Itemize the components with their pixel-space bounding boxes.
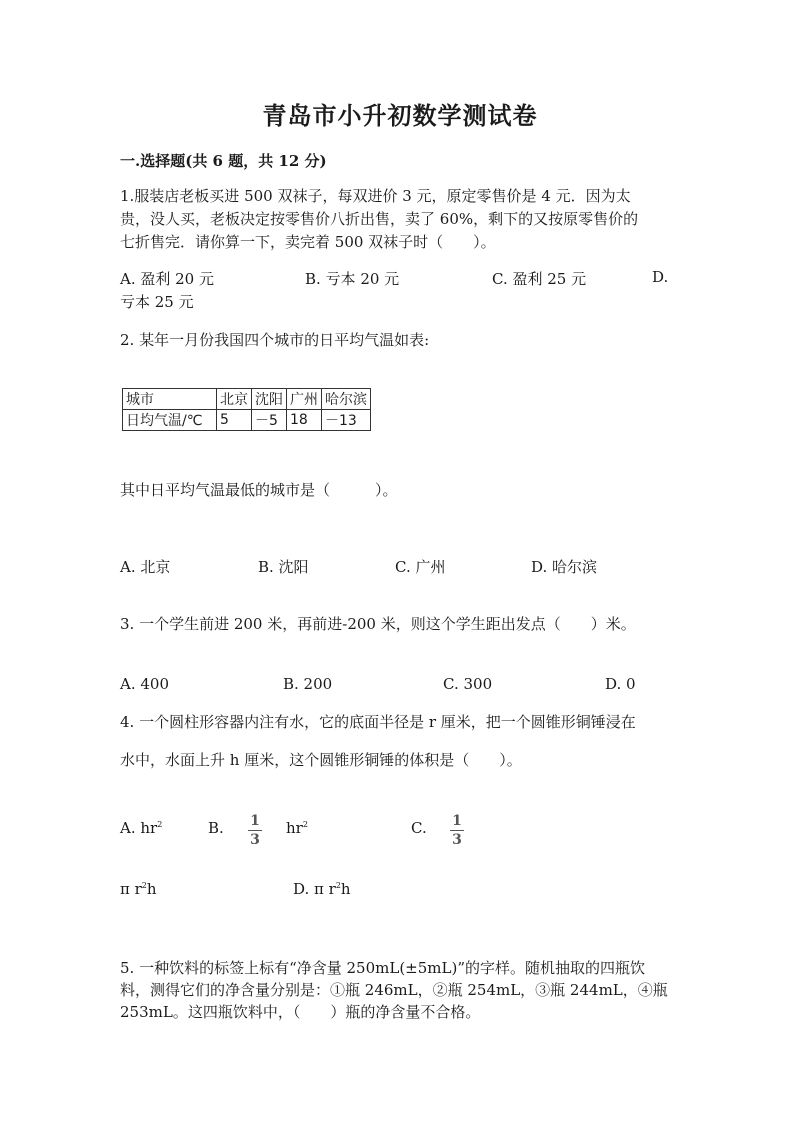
- q5-line-2: 料，测得它们的净含量分别是：①瓶 246mL，②瓶 254mL，③瓶 244mL，④瓶: [120, 981, 668, 999]
- fraction-denominator: 3: [250, 832, 260, 848]
- q4-option-a-text: A. hr: [120, 819, 158, 837]
- table-cell: 广州: [287, 389, 322, 410]
- table-row: [123, 410, 371, 431]
- fraction-one-third-b: [248, 813, 262, 848]
- fraction-denominator: 3: [452, 832, 462, 848]
- q4-option-d[interactable]: [293, 880, 351, 898]
- q4-option-b-tail: [286, 819, 308, 837]
- q4-line-2: 水中，水面上升 h 厘米，这个圆锥形铜锤的体积是（ ）。: [120, 751, 522, 769]
- q4-line-1: 4. 一个圆柱形容器内注有水，它的底面半径是 r 厘米，把一个圆锥形铜锤浸在: [120, 713, 636, 731]
- q2-stem: 2. 某年一月份我国四个城市的日平均气温如表:: [120, 331, 430, 349]
- q2-option-d[interactable]: D. 哈尔滨: [531, 558, 598, 576]
- fraction-numerator: 1: [452, 813, 462, 829]
- table-cell: 沈阳: [252, 389, 287, 410]
- q4-option-b[interactable]: B.: [208, 819, 224, 837]
- square-exponent: 2: [157, 820, 163, 829]
- table-cell: 哈尔滨: [322, 389, 371, 410]
- q5-line-1: 5. 一种饮料的标签上标有“净含量 250mL(±5mL)”的字样。随机抽取的四瓶饮: [120, 959, 646, 977]
- square-exponent: 2: [141, 881, 147, 890]
- table-cell: 18: [287, 410, 322, 431]
- q4-option-c-cont-tail: h: [146, 880, 157, 898]
- q4-option-c-cont: [120, 880, 157, 898]
- q4-option-c[interactable]: C.: [411, 819, 427, 837]
- square-exponent: 2: [335, 881, 341, 890]
- q2-option-a[interactable]: A. 北京: [120, 558, 171, 576]
- section-heading: 一.选择题(共 6 题，共 12 分): [120, 152, 327, 170]
- q1-option-d[interactable]: D.: [652, 268, 669, 286]
- q4-option-c-cont-text: π r: [120, 880, 142, 898]
- q3-option-b[interactable]: B. 200: [283, 675, 333, 693]
- q1-option-d-text: 亏本 25 元: [120, 293, 194, 311]
- table-cell: 日均气温/℃: [123, 410, 217, 431]
- temperature-table: [122, 388, 371, 431]
- table-cell: 北京: [217, 389, 252, 410]
- square-exponent: 2: [302, 820, 308, 829]
- table-header-row: [123, 389, 371, 410]
- q3-option-d[interactable]: D. 0: [605, 675, 636, 693]
- q1-line-3: 七折售完．请你算一下，卖完着 500 双袜子时（ ）。: [120, 233, 496, 251]
- table-cell: 城市: [123, 389, 217, 410]
- q1-line-1: 1.服装店老板买进 500 双袜子，每双进价 3 元，原定零售价是 4 元．因为太: [120, 187, 631, 205]
- q3-stem: 3. 一个学生前进 200 米，再前进-200 米，则这个学生距出发点（ ）米。: [120, 615, 636, 633]
- fraction-numerator: 1: [250, 813, 260, 829]
- q2-question: 其中日平均气温最低的城市是（ ）。: [120, 481, 398, 499]
- q5-line-3: 253mL。这四瓶饮料中，（ ）瓶的净含量不合格。: [120, 1003, 481, 1021]
- q3-option-c[interactable]: C. 300: [443, 675, 493, 693]
- q4-option-d-tail: h: [340, 880, 351, 898]
- q2-option-b[interactable]: B. 沈阳: [258, 558, 309, 576]
- fraction-bar: [450, 830, 464, 831]
- q3-option-a[interactable]: A. 400: [120, 675, 169, 693]
- q4-option-a[interactable]: [120, 819, 162, 837]
- q2-option-c[interactable]: C. 广州: [395, 558, 446, 576]
- q1-line-2: 贵，没人买，老板决定按零售价八折出售，卖了 60%，剩下的又按原零售价的: [120, 210, 639, 228]
- fraction-bar: [248, 830, 262, 831]
- table-cell: －5: [252, 410, 287, 431]
- q4-option-b-tail-text: hr: [286, 819, 303, 837]
- page-title: 青岛市小升初数学测试卷: [262, 101, 538, 130]
- q1-option-a[interactable]: A. 盈利 20 元: [120, 270, 214, 288]
- q1-option-c[interactable]: C. 盈利 25 元: [492, 270, 587, 288]
- fraction-one-third-c: [450, 813, 464, 848]
- table-cell: －13: [322, 410, 371, 431]
- q4-option-d-text: D. π r: [293, 880, 336, 898]
- table-cell: 5: [217, 410, 252, 431]
- q1-option-b[interactable]: B. 亏本 20 元: [305, 270, 400, 288]
